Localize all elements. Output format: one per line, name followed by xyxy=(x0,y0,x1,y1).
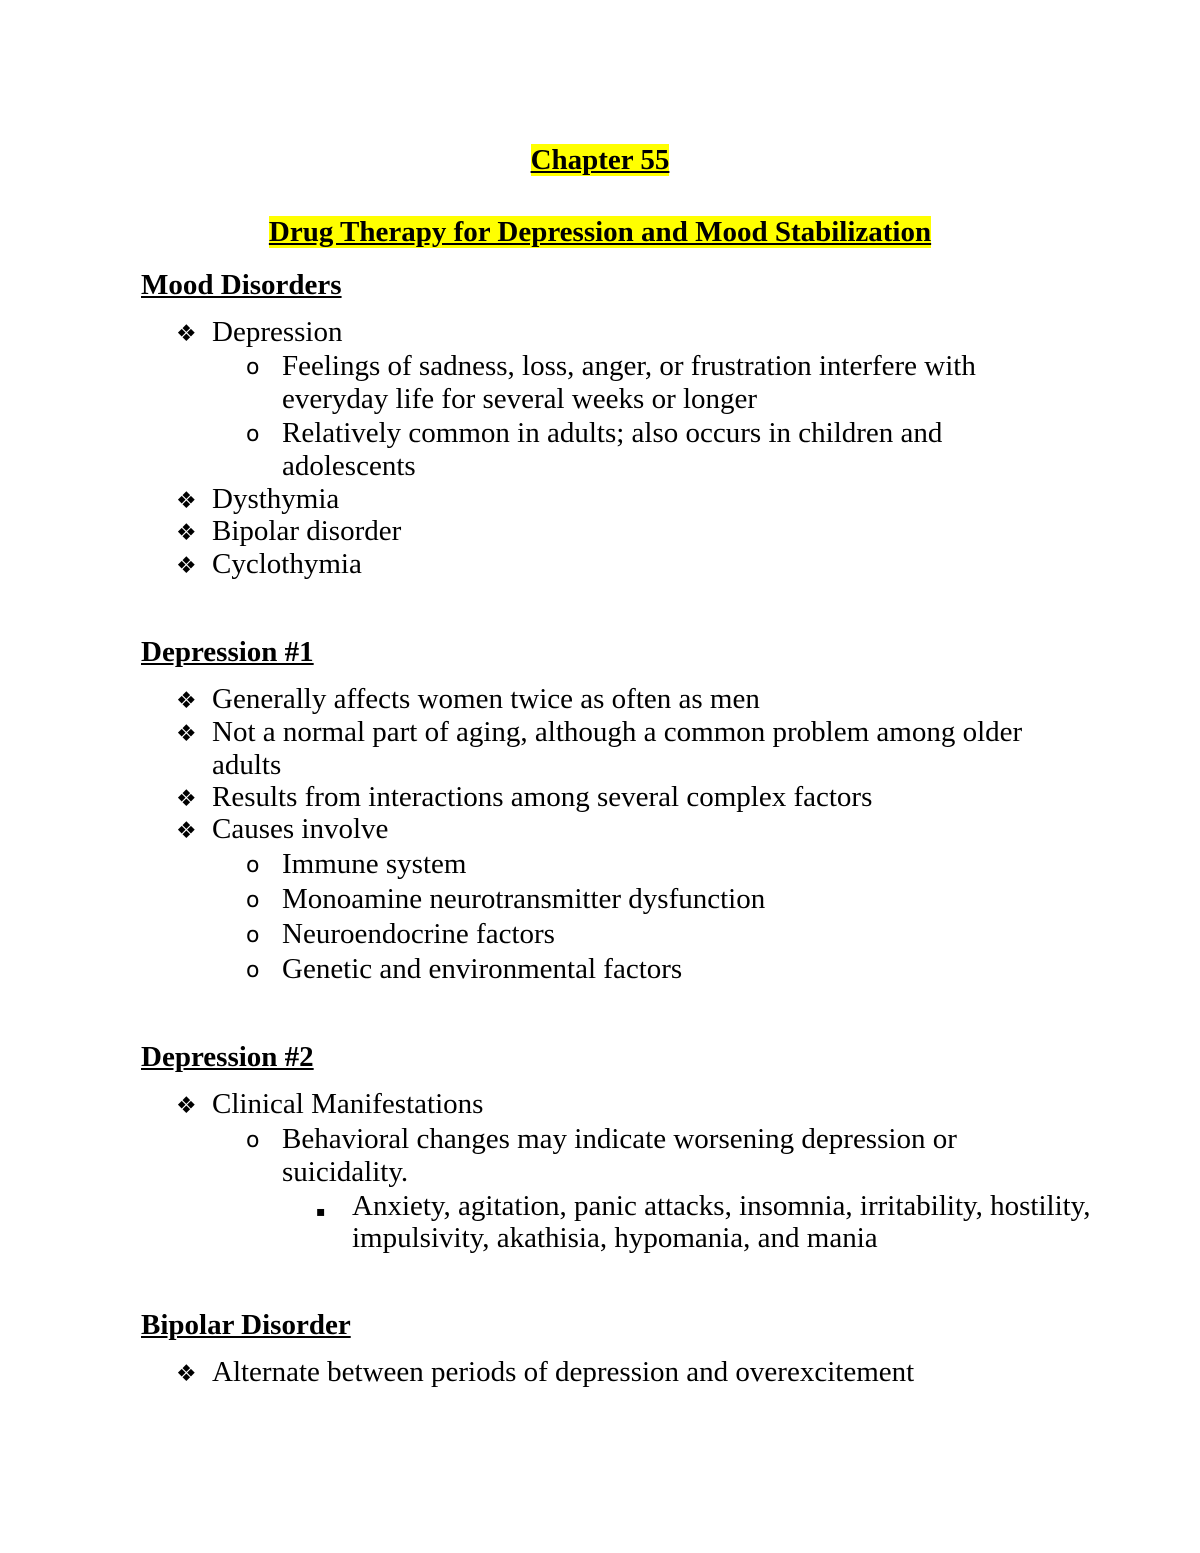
chapter-title xyxy=(0,143,1200,177)
circle-bullet-icon: o xyxy=(246,355,260,380)
list-item: o Genetic and environmental factors xyxy=(246,953,1046,986)
list-item: ❖ Clinical Manifestations xyxy=(176,1088,1056,1121)
document-subtitle xyxy=(0,215,1200,249)
list-item: o Neuroendocrine factors xyxy=(246,918,1046,951)
circle-bullet-icon: o xyxy=(246,422,260,447)
list-item: o Relatively common in adults; also occurs in children and adolescents xyxy=(246,417,943,482)
section-heading-depression-2: Depression #2 xyxy=(141,1041,314,1073)
list-item: o Monoamine neurotransmitter dysfunction xyxy=(246,883,1046,916)
list-item: ❖ Depression xyxy=(176,316,1056,349)
diamond-bullet-icon: ❖ xyxy=(176,321,197,347)
diamond-bullet-icon: ❖ xyxy=(176,786,197,812)
section-heading-bipolar-disorder: Bipolar Disorder xyxy=(141,1309,351,1341)
diamond-bullet-icon: ❖ xyxy=(176,488,197,514)
list-item: o Feelings of sadness, loss, anger, or frustration interfere with everyday life for several weeks or longer xyxy=(246,350,976,415)
chapter-title-text: Chapter 55 xyxy=(530,144,670,176)
section-heading-mood-disorders: Mood Disorders xyxy=(141,269,342,301)
diamond-bullet-icon: ❖ xyxy=(176,520,197,546)
circle-bullet-icon: o xyxy=(246,958,260,983)
diamond-bullet-icon: ❖ xyxy=(176,1361,197,1387)
diamond-bullet-icon: ❖ xyxy=(176,721,197,747)
list-item: ❖ Alternate between periods of depression and overexcitement xyxy=(176,1356,1056,1389)
list-item: ❖ Cyclothymia xyxy=(176,548,1056,581)
list-item: o Behavioral changes may indicate worsening depression or suicidality. xyxy=(246,1123,957,1188)
document-subtitle-text: Drug Therapy for Depression and Mood Stabilization xyxy=(268,216,932,248)
square-bullet-icon: ▪ xyxy=(316,1204,326,1220)
list-item: ▪ Anxiety, agitation, panic attacks, insomnia, irritability, hostility, impulsivity, akathisia, hypomania, and mania xyxy=(316,1190,1091,1254)
list-item: ❖ Dysthymia xyxy=(176,483,1056,516)
circle-bullet-icon: o xyxy=(246,923,260,948)
list-item: ❖ Not a normal part of aging, although a common problem among older adults xyxy=(176,716,1023,781)
list-item: ❖ Generally affects women twice as often as men xyxy=(176,683,1056,716)
diamond-bullet-icon: ❖ xyxy=(176,1093,197,1119)
diamond-bullet-icon: ❖ xyxy=(176,553,197,579)
circle-bullet-icon: o xyxy=(246,853,260,878)
section-heading-depression-1: Depression #1 xyxy=(141,636,314,668)
list-item: ❖ Bipolar disorder xyxy=(176,515,1056,548)
diamond-bullet-icon: ❖ xyxy=(176,818,197,844)
diamond-bullet-icon: ❖ xyxy=(176,688,197,714)
list-item: o Immune system xyxy=(246,848,1046,881)
circle-bullet-icon: o xyxy=(246,888,260,913)
list-item: ❖ Causes involve xyxy=(176,813,1056,846)
circle-bullet-icon: o xyxy=(246,1128,260,1153)
list-item: ❖ Results from interactions among several complex factors xyxy=(176,781,1056,814)
